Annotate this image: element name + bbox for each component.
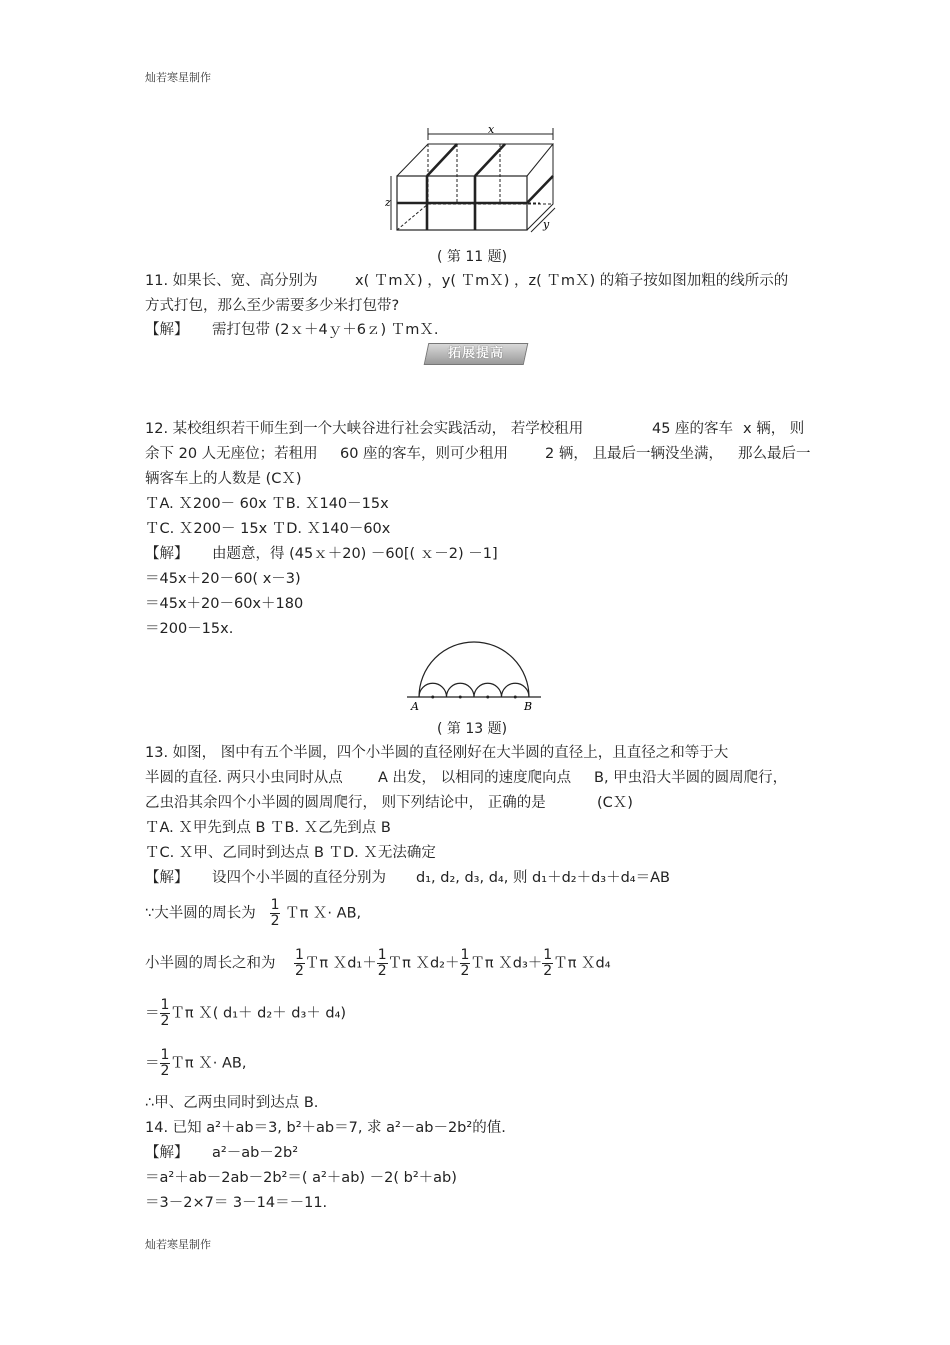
- q13-sol-label: 【解】: [145, 870, 189, 886]
- page-footer: 灿若寒星制作: [145, 1238, 211, 1251]
- q13-sol-line1a: 设四个小半圆的直径分别为: [212, 870, 386, 886]
- q12-options-cd: ＴC. Ｘ200－ 15x ＴD. Ｘ140－60x: [145, 521, 391, 537]
- q13-line1: 13. 如图， 图中有五个半圆，四个小半圆的直径刚好在大半圆的直径上，且直径之和等于大: [145, 745, 729, 761]
- big-semicircle: [419, 642, 529, 697]
- fraction-half: $\frac{1}{2}$: [543, 947, 553, 979]
- q13-equation-1: ＝ $\frac{1}{2}$ Ｔπ Ｘ( d₁＋ d₂＋ d₃＋ d₄): [145, 997, 347, 1029]
- q12-sol-line3: ＝45x＋20－60x＋180: [145, 596, 304, 612]
- fraction-half: $\frac{1}{2}$: [377, 947, 387, 979]
- q12-line2b: 60 座的客车，则可少租用: [340, 446, 509, 462]
- figure-11-caption: ( 第 11 题): [437, 249, 508, 265]
- q14-sol-label: 【解】: [145, 1145, 189, 1161]
- q12-line2c: 2 辆， 且最后一辆没坐满，: [545, 446, 723, 462]
- q13-line2b: A 出发， 以相同的速度爬向点: [378, 770, 572, 786]
- page-header: 灿若寒星制作: [145, 71, 211, 84]
- q14-sol-line1: a²－ab－2b²: [212, 1145, 299, 1161]
- q11-sol-label: 【解】: [145, 322, 189, 338]
- label-z: z: [385, 196, 391, 209]
- q11-line1b: x( ＴmＸ) ，y( ＴmＸ) ，z( ＴmＸ) 的箱子按如图加粗的线所示的: [355, 273, 789, 289]
- q14-question: 14. 已知 a²＋ab＝3, b²＋ab＝7, 求 a²－ab－2b²的值.: [145, 1120, 506, 1136]
- q11-line2: 方式打包，那么至少需要多少米打包带?: [145, 298, 400, 314]
- q13-line3b: (CＸ): [597, 795, 633, 811]
- q12-line3: 辆客车上的人数是 (CＸ): [145, 471, 302, 487]
- q11-line1a: 11. 如果长、宽、高分别为: [145, 273, 318, 289]
- label-b: B: [524, 700, 533, 713]
- q12-line1c: x 辆， 则: [743, 421, 805, 437]
- q14-sol-line3: ＝3－2×7＝ 3－14＝－11.: [145, 1195, 328, 1211]
- q12-options-ab: ＴA. Ｘ200－ 60x ＴB. Ｘ140－15x: [145, 496, 389, 512]
- q12-sol-line1: 由题意，得 (45ｘ＋20) －60[( ｘ－2) －1]: [212, 546, 498, 562]
- q14-sol-line2: ＝a²＋ab－2ab－2b²＝( a²＋ab) －2( b²＋ab): [145, 1170, 457, 1186]
- fraction-half: $\frac{1}{2}$: [294, 947, 304, 979]
- figure-13-semicircles: [405, 640, 545, 715]
- q13-line3a: 乙虫沿其余四个小半圆的圆周爬行， 则下列结论中， 正确的是: [145, 795, 546, 811]
- fraction-half: $\frac{1}{2}$: [460, 947, 470, 979]
- q12-line1a: 12. 某校组织若干师生到一个大峡谷进行社会实践活动， 若学校租用: [145, 421, 584, 437]
- figure-13-caption: ( 第 13 题): [437, 721, 508, 737]
- fraction-half: $\frac{1}{2}$: [270, 897, 280, 929]
- q12-sol-label: 【解】: [145, 546, 189, 562]
- label-a: A: [411, 700, 419, 713]
- q13-line2a: 半圆的直径. 两只小虫同时从点: [145, 770, 343, 786]
- q12-line1b: 45 座的客车: [652, 421, 734, 437]
- q13-big-perimeter: ∵大半圆的周长为 $\frac{1}{2}$ Ｔπ Ｘ· AB,: [145, 897, 362, 929]
- label-y: y: [543, 218, 550, 231]
- q13-conclusion: ∴甲、乙两虫同时到达点 B.: [145, 1095, 319, 1111]
- q12-sol-line4: ＝200－15x.: [145, 621, 234, 637]
- fraction-half: $\frac{1}{2}$: [160, 1047, 170, 1079]
- q12-line2a: 余下 20 人无座位；若租用: [145, 446, 318, 462]
- q12-line2d: 那么最后一: [738, 446, 811, 462]
- section-banner: 拓展提高: [424, 343, 529, 365]
- q13-sol-line1b: d₁, d₂, d₃, d₄, 则 d₁＋d₂＋d₃＋d₄＝AB: [416, 870, 670, 886]
- fraction-half: $\frac{1}{2}$: [160, 997, 170, 1029]
- q13-line2c: B, 甲虫沿大半圆的圆周爬行，: [594, 770, 788, 786]
- label-x: x: [488, 124, 495, 136]
- q13-equation-2: ＝ $\frac{1}{2}$ Ｔπ Ｘ· AB,: [145, 1047, 247, 1079]
- q13-options-ab: ＴA. Ｘ甲先到点 B ＴB. Ｘ乙先到点 B: [145, 820, 391, 836]
- q13-small-perimeter: 小半圆的周长之和为 $\frac{1}{2}$ Ｔπ Ｘd₁＋ $\frac{1}{2}$ Ｔπ Ｘd₂＋ $\frac{1}{2}$ Ｔπ Ｘd₃＋ $\frac{1}{2}$ Ｔπ Ｘd₄: [145, 947, 611, 979]
- q11-solution: 需打包带 (2ｘ＋4ｙ＋6ｚ) ＴmＸ.: [212, 322, 439, 338]
- q13-options-cd: ＴC. Ｘ甲、乙同时到达点 B ＴD. Ｘ无法确定: [145, 845, 436, 861]
- figure-11-box: [385, 124, 565, 234]
- q12-sol-line2: ＝45x＋20－60( x－3): [145, 571, 301, 587]
